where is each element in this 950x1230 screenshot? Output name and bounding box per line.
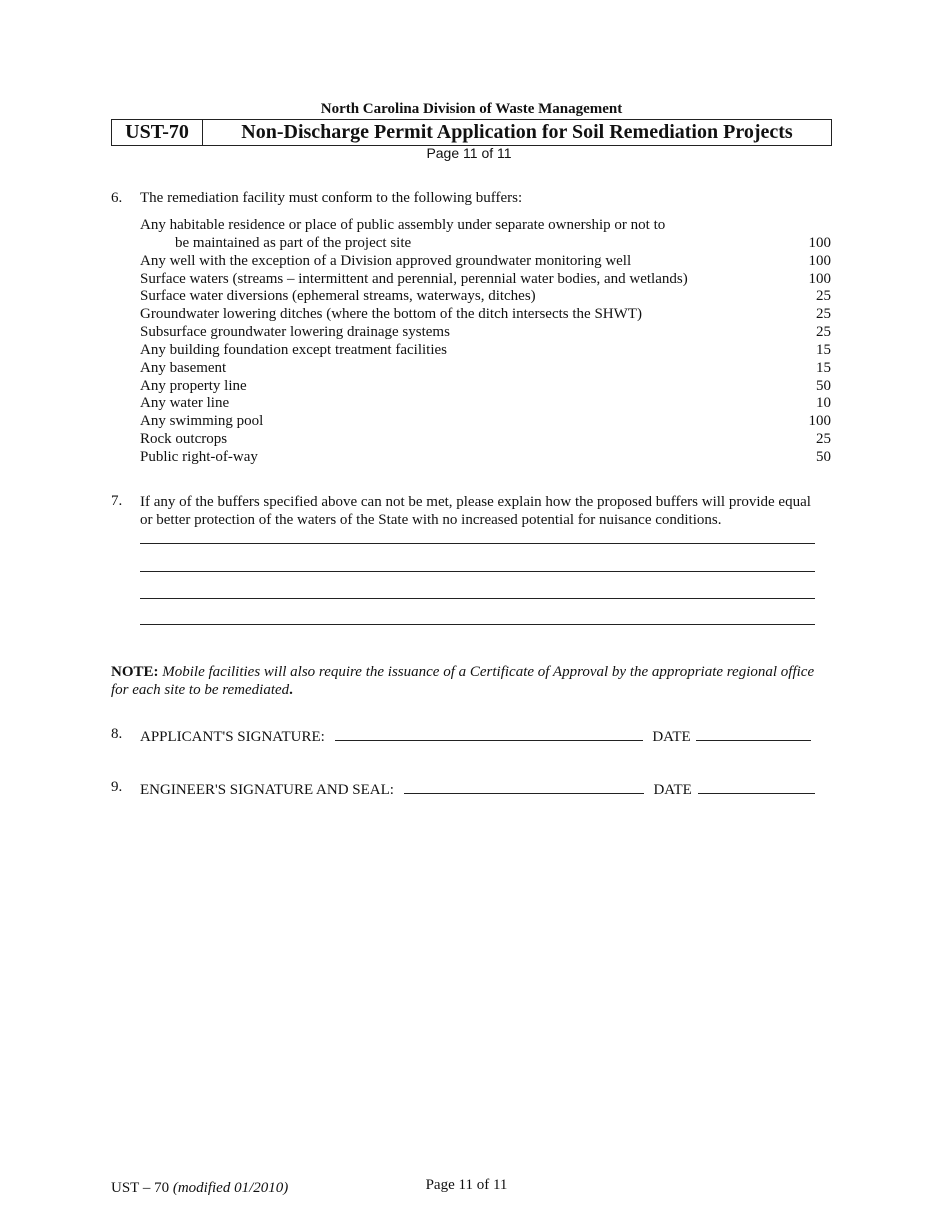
buffer-label: Groundwater lowering ditches (where the bottom of the ditch intersects the SHWT) (140, 306, 642, 323)
note-label: NOTE: (111, 664, 159, 680)
buffer-row (140, 431, 831, 449)
buffer-row (140, 342, 831, 360)
applicant-signature-row (111, 726, 831, 746)
buffer-row (140, 235, 831, 253)
buffer-row (140, 306, 831, 324)
buffer-row (140, 360, 831, 378)
buffer-distance: 50 (816, 377, 831, 394)
buffer-label: Any well with the exception of a Division approved groundwater monitoring well (140, 252, 632, 269)
buffer-distance: 25 (816, 288, 831, 305)
applicant-signature-field[interactable] (335, 726, 643, 741)
buffer-distance: 25 (816, 431, 831, 448)
question-6-text: The remediation facility must conform to the following buffers: (140, 190, 523, 206)
footer-modified: (modified 01/2010) (172, 1180, 289, 1196)
buffer-distance: 100 (808, 234, 831, 251)
footer-page-number: Page 11 of 11 (425, 1177, 508, 1193)
buffer-label: Any property line (140, 377, 247, 394)
engineer-date-label: DATE (653, 782, 692, 798)
buffer-distance: 15 (816, 341, 831, 358)
buffer-label: Rock outcrops (140, 431, 228, 448)
buffer-row (140, 217, 831, 235)
buffer-row (140, 395, 831, 413)
answer-line[interactable] (140, 543, 815, 544)
buffer-row (140, 449, 831, 467)
buffer-label: Any building foundation except treatment facilities (140, 341, 447, 358)
buffer-row (140, 378, 831, 396)
buffer-row (140, 324, 831, 342)
engineer-date-field[interactable] (698, 779, 815, 794)
engineer-signature-row (111, 779, 831, 799)
buffer-distance: 100 (808, 413, 831, 430)
applicant-date-field[interactable] (696, 726, 811, 741)
buffer-table (140, 217, 831, 467)
form-title: Non-Discharge Permit Application for Soil Remediation Projects (241, 121, 793, 143)
buffer-row (140, 288, 831, 306)
note-end: . (289, 682, 293, 698)
buffer-row (140, 413, 831, 431)
applicant-signature-label: APPLICANT'S SIGNATURE: (140, 729, 325, 745)
form-code: UST-70 (112, 120, 203, 145)
buffer-distance: 25 (816, 324, 831, 341)
buffer-label: Surface water diversions (ephemeral streams, waterways, ditches) (140, 288, 536, 305)
buffer-label: be maintained as part of the project site (175, 234, 412, 251)
note (111, 663, 821, 699)
buffer-label: Any swimming pool (140, 413, 264, 430)
page-number-header: Page 11 of 11 (426, 145, 512, 161)
footer-form-code: UST – 70 (111, 1180, 170, 1196)
question-8-number: 8. (111, 726, 123, 742)
buffer-distance: 10 (816, 395, 831, 412)
question-7-text: If any of the buffers specified above can not be met, please explain how the proposed buffers will provide equal or better protection of the waters of the State with no increased potential for nuisance conditions. (140, 494, 811, 528)
buffer-label: Subsurface groundwater lowering drainage systems (140, 324, 450, 341)
question-9-number: 9. (111, 779, 123, 795)
answer-line[interactable] (140, 571, 815, 572)
buffer-distance: 100 (808, 252, 831, 269)
buffer-row (140, 271, 831, 289)
buffer-distance: 100 (808, 270, 831, 287)
applicant-date-label: DATE (652, 729, 691, 745)
buffer-row (140, 253, 831, 271)
agency-name: North Carolina Division of Waste Management (320, 101, 623, 117)
buffer-label: Any habitable residence or place of public assembly under separate ownership or not to (140, 217, 666, 233)
buffer-distance: 25 (816, 306, 831, 323)
engineer-signature-field[interactable] (404, 779, 644, 794)
answer-line[interactable] (140, 624, 815, 625)
buffer-label: Surface waters (streams – intermittent and perennial, perennial water bodies, and wetlands) (140, 270, 688, 287)
buffer-distance: 15 (816, 359, 831, 376)
buffer-distance: 50 (816, 448, 831, 465)
buffer-label: Any basement (140, 359, 227, 376)
note-text: Mobile facilities will also require the issuance of a Certificate of Approval by the appropriate regional office for each site to be remediated (111, 664, 815, 698)
question-6-number: 6. (111, 190, 123, 206)
question-7-number: 7. (111, 493, 123, 509)
answer-line[interactable] (140, 598, 815, 599)
form-title-box (111, 119, 832, 146)
buffer-label: Public right-of-way (140, 448, 258, 465)
engineer-signature-label: ENGINEER'S SIGNATURE AND SEAL: (140, 782, 394, 798)
buffer-label: Any water line (140, 395, 230, 412)
